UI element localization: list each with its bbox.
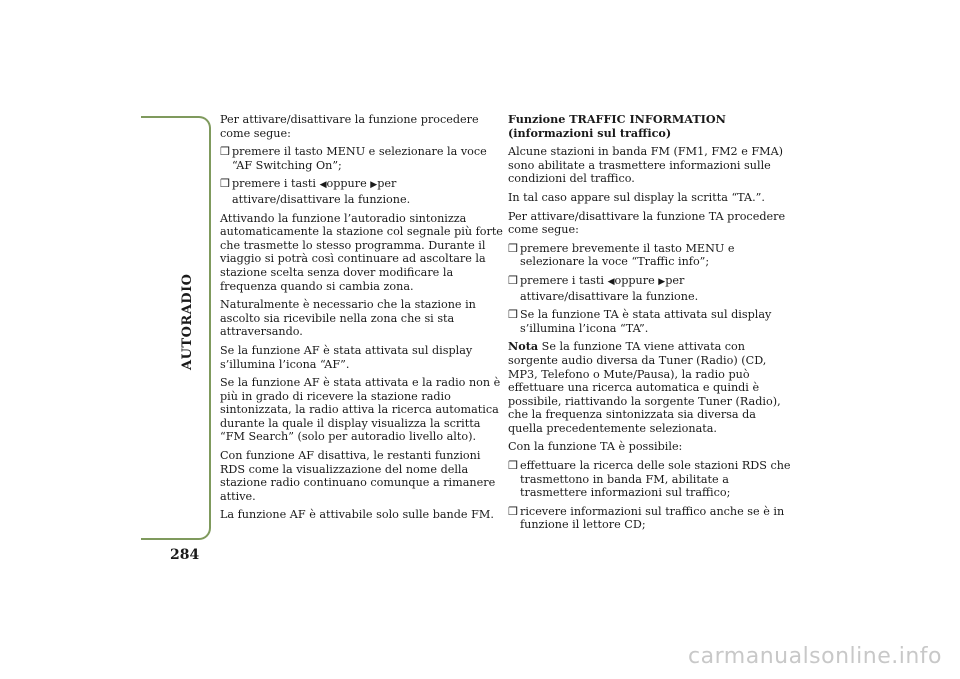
bullet-icon: ❒ <box>508 504 519 518</box>
bullet-icon: ❒ <box>508 273 519 287</box>
section-heading: Funzione TRAFFIC INFORMATION (informazioni sul traffico) <box>508 112 726 140</box>
note-label: Nota <box>508 339 539 354</box>
paragraph: Se la funzione AF è stata attivata e la radio non è più in grado di ricevere la stazione radio sintonizzata, la radio attiva la ricerca automatica durante la quale il display visualizza la scritta “FM Search” (solo per autoradio livello alto). <box>220 376 501 444</box>
list-item: ❒ premere i tasti ◀oppure ▶per attivare/disattivare la funzione. <box>508 273 699 303</box>
note-paragraph: Nota Se la funzione TA viene attivata con sorgente audio diversa da Tuner (Radio) (CD, MP3, Telefono o Mute/Pausa), la radio può effettuare una ricerca automatica e quindi è possibile, riattivando la sorgente Tuner (Radio), che la frequenza sintonizzata sia diversa da quella precedentemente selezionata. <box>508 339 781 435</box>
paragraph: La funzione AF è attivabile solo sulle bande FM. <box>220 508 494 522</box>
paragraph: Con funzione AF disattiva, le restanti funzioni RDS come la visualizzazione del nome della stazione radio continuano comunque a rimanere attive. <box>220 449 496 503</box>
paragraph: Con la funzione TA è possibile: <box>508 440 683 454</box>
list-item: ❒ ricevere informazioni sul traffico anche se è in funzione il lettore CD; <box>508 504 785 532</box>
bullet-icon: ❒ <box>508 459 519 473</box>
list-item: ❒ premere i tasti ◀oppure ▶per attivare/disattivare la funzione. <box>220 177 411 206</box>
paragraph: Alcune stazioni in banda FM (FM1, FM2 e FMA) sono abilitate a trasmettere informazioni sulle condizioni del traffico. <box>508 145 784 186</box>
page-number: 284 <box>170 547 200 563</box>
left-arrow-icon: ◀ <box>319 180 327 191</box>
right-arrow-icon: ▶ <box>370 180 378 191</box>
list-item: ❒ effettuare la ricerca delle sole stazioni RDS che trasmettono in banda FM, abilitate a trasmettere informazioni sul traffico; <box>508 459 791 500</box>
bullet-icon: ❒ <box>220 177 231 191</box>
list-item: ❒ premere brevemente il tasto MENU e selezionare la voce “Traffic info”; <box>508 241 735 269</box>
paragraph: Per attivare/disattivare la funzione TA procedere come segue: <box>508 209 786 237</box>
paragraph: Naturalmente è necessario che la stazione in ascolto sia ricevibile nella zona che si sta attraversando. <box>220 298 476 339</box>
chapter-tab <box>141 116 211 540</box>
left-column <box>220 113 503 527</box>
watermark: carmanualsonline.info <box>688 644 942 669</box>
left-arrow-icon: ◀ <box>607 276 615 287</box>
paragraph: Per attivare/disattivare la funzione procedere come segue: <box>220 113 479 140</box>
paragraph: Attivando la funzione l’autoradio sintonizza automaticamente la stazione col segnale più forte che trasmette lo stesso programma. Durante il viaggio si potrà così continuare ad ascoltare la stazione scelta senza dover modificare la frequenza quando si cambia zona. <box>220 211 503 293</box>
paragraph: Se la funzione AF è stata attivata sul display s’illumina l’icona “AF”. <box>220 343 473 371</box>
bullet-icon: ❒ <box>220 145 231 159</box>
list-item: ❒ premere il tasto MENU e selezionare la voce “AF Switching On”; <box>220 145 487 172</box>
right-arrow-icon: ▶ <box>658 276 666 287</box>
list-item: ❒ Se la funzione TA è stata attivata sul display s’illumina l’icona “TA”. <box>508 308 772 335</box>
bullet-icon: ❒ <box>508 308 519 322</box>
paragraph: In tal caso appare sul display la scritta “TA.”. <box>508 190 765 204</box>
right-column <box>508 113 791 537</box>
chapter-label: AUTORADIO <box>180 273 195 370</box>
bullet-icon: ❒ <box>508 241 519 255</box>
